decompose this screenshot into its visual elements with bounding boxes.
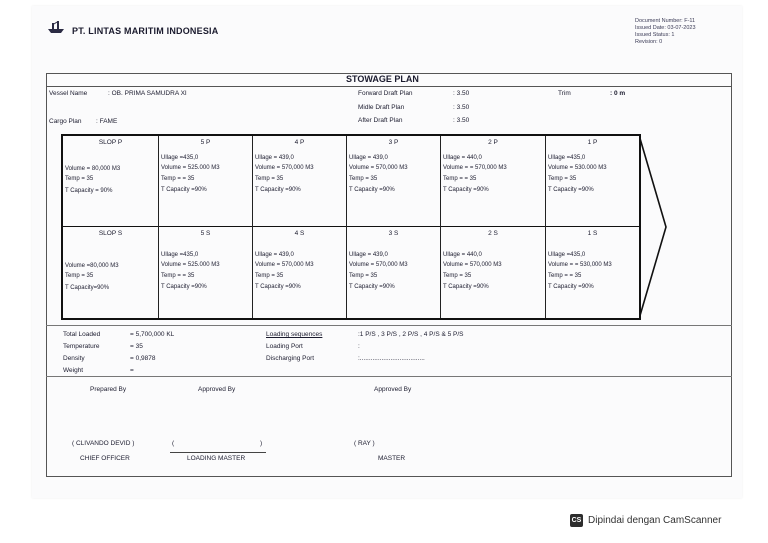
grid-bottom-divider	[46, 325, 732, 326]
doc-number: Document Number: F-11	[635, 18, 696, 24]
chief-officer-role: CHIEF OFFICER	[80, 455, 130, 462]
tank-detail-line: T Capacity =90%	[548, 187, 594, 193]
master-name: ( RAY )	[354, 440, 375, 447]
tank-detail-line: T Capacity =90%	[349, 284, 395, 290]
tank-detail-line: Ullage = 440,0	[443, 252, 482, 258]
tank-detail-line: T Capacity =90%	[349, 187, 395, 193]
tank-name: 4 P	[294, 139, 305, 146]
tank-name: 2 P	[488, 139, 498, 146]
page-title: STOWAGE PLAN	[346, 74, 419, 84]
approved-by-label-2: Approved By	[374, 386, 412, 393]
discharging-port-value: :....................................	[358, 355, 425, 362]
loading-port-value: :	[358, 343, 360, 350]
tank-name: 4 S	[294, 230, 305, 237]
tank-detail-line: Volume = = 570,000 M3	[443, 165, 507, 171]
port-tank-cell	[347, 136, 441, 227]
tank-detail-line: T Capacity =90%	[548, 284, 594, 290]
tank-detail-line: Temp = = 35	[548, 273, 582, 279]
tank-detail-line: T Capacity =90%	[255, 187, 301, 193]
tank-detail-line: Volume = 570,000 M3	[443, 262, 502, 268]
tank-detail-line: Ullage = 439,0	[255, 155, 294, 161]
tank-detail-line: Volume = 570,000 M3	[255, 262, 314, 268]
tank-detail-line: Temp = 35	[255, 273, 284, 279]
loading-master-signature-line	[170, 452, 266, 453]
forward-draft-value: : 3.50	[453, 90, 470, 97]
starboard-tank-cell	[441, 227, 546, 318]
weight-label: Weight	[63, 367, 84, 374]
tank-name: 5 S	[200, 230, 211, 237]
camscanner-text: Dipindai dengan CamScanner	[588, 515, 722, 526]
tank-detail-line: Temp = = 35	[161, 273, 195, 279]
port-tank-cell	[63, 136, 159, 227]
tank-name: 3 S	[388, 230, 399, 237]
tank-detail-line: T Capacity=90%	[65, 285, 110, 291]
loading-master-name-open: (	[172, 440, 175, 447]
starboard-tank-row	[63, 227, 639, 318]
port-tank-cell	[253, 136, 347, 227]
tank-name: 1 S	[587, 230, 598, 237]
starboard-tank-cell	[347, 227, 441, 318]
loading-master-role: LOADING MASTER	[187, 455, 246, 462]
chief-officer-name: ( CLIVANDO DEVID )	[72, 440, 135, 447]
temperature-label: Temperature	[63, 343, 100, 350]
tank-detail-line: Volume = 570,000 M3	[255, 165, 314, 171]
doc-issued-date: Issued Date: 03-07-2023	[635, 25, 696, 31]
tank-name: 3 P	[388, 139, 399, 146]
port-tank-cell	[546, 136, 639, 227]
tank-detail-line: Temp = 35	[65, 273, 94, 279]
tank-detail-line: Volume = 525.000 M3	[161, 262, 220, 268]
tank-detail-line: T Capacity =90%	[443, 187, 489, 193]
tank-detail-line: Volume =80,000 M3	[65, 263, 119, 269]
loading-sequences-value: :1 P/S , 3 P/S , 2 P/S , 4 P/S & 5 P/S	[358, 331, 464, 338]
tank-detail-line: Temp = = 35	[161, 176, 195, 182]
midle-draft-label: Midle Draft Plan	[358, 104, 405, 111]
tank-name: 1 P	[587, 139, 598, 146]
density-value: = 0,9878	[130, 355, 156, 362]
tank-detail-line: Volume = 80,000 M3	[65, 166, 121, 172]
tank-detail-line: Volume = 570,000 M3	[349, 262, 408, 268]
approved-by-label-1: Approved By	[198, 386, 236, 393]
title-divider	[46, 86, 732, 87]
density-label: Density	[63, 355, 85, 362]
tank-detail-line: Volume = = 530,000 M3	[548, 262, 612, 268]
tank-detail-line: Temp = 35	[349, 176, 378, 182]
document-info	[635, 18, 696, 46]
loading-master-name-close: )	[260, 440, 263, 447]
ship-logo-icon	[46, 20, 66, 34]
vessel-label: Vessel Name	[49, 90, 88, 97]
tank-detail-line: Ullage =435,0	[548, 252, 586, 258]
company-name: PT. LINTAS MARITIM INDONESIA	[72, 26, 219, 36]
weight-value: =	[130, 367, 134, 374]
starboard-tank-cell	[546, 227, 639, 318]
prepared-by-label: Prepared By	[90, 386, 127, 393]
summary-bottom-divider	[46, 376, 732, 377]
forward-draft-label: Forward Draft Plan	[358, 90, 413, 97]
starboard-tank-cell	[159, 227, 253, 318]
document-sheet	[32, 6, 742, 498]
discharging-port-label: Discharging Port	[266, 355, 315, 362]
tank-detail-line: Temp = 35	[443, 273, 472, 279]
bow-arrow-icon	[639, 134, 667, 320]
loading-port-label: Loading Port	[266, 343, 303, 350]
after-draft-label: After Draft Plan	[358, 117, 403, 124]
tank-detail-line: T Capacity =90%	[161, 187, 207, 193]
camscanner-logo-icon: CS	[570, 514, 583, 527]
tank-detail-line: Volume = 530.000 M3	[548, 165, 607, 171]
starboard-tank-cell	[253, 227, 347, 318]
trim-value: : 0 m	[610, 90, 626, 97]
tank-name: SLOP S	[98, 230, 123, 237]
trim-label: Trim	[558, 90, 571, 97]
tank-name: 5 P	[200, 139, 211, 146]
tank-detail-line: Ullage = 440,0	[443, 155, 482, 161]
tank-detail-line: Temp = 35	[349, 273, 378, 279]
tank-detail-line: Ullage =435,0	[548, 155, 586, 161]
port-tank-row	[63, 136, 639, 227]
vessel-value: : OB. PRIMA SAMUDRA XI	[108, 90, 187, 97]
after-draft-value: : 3.50	[453, 117, 470, 124]
tank-detail-line: Ullage = 439,0	[349, 252, 388, 258]
total-loaded-label: Total Loaded	[63, 331, 101, 338]
midle-draft-value: : 3.50	[453, 104, 470, 111]
tank-detail-line: Temp = 35	[255, 176, 284, 182]
port-tank-cell	[159, 136, 253, 227]
tank-detail-line: Temp = 35	[548, 176, 577, 182]
tank-detail-line: Ullage = 439,0	[255, 252, 294, 258]
total-loaded-value: = 5,700,000 KL	[130, 331, 175, 338]
loading-sequences-label: Loading sequences	[266, 331, 323, 338]
tank-detail-line: Temp = 35	[65, 176, 94, 182]
cargo-label: Cargo Plan	[49, 118, 82, 125]
master-role: MASTER	[378, 455, 406, 462]
tank-detail-line: Ullage =435,0	[161, 252, 199, 258]
port-tank-cell	[441, 136, 546, 227]
tank-detail-line: Volume = 525.000 M3	[161, 165, 220, 171]
starboard-tank-cell	[63, 227, 159, 318]
temperature-value: = 35	[130, 343, 143, 350]
tank-detail-line: T Capacity =90%	[255, 284, 301, 290]
tank-detail-line: T Capacity =90%	[443, 284, 489, 290]
doc-issued-status: Issued Status: 1	[635, 32, 675, 38]
camscanner-watermark	[570, 514, 721, 527]
tank-grid	[61, 134, 641, 320]
tank-detail-line: Ullage =435,0	[161, 155, 199, 161]
tank-detail-line: T Capacity =90%	[161, 284, 207, 290]
tank-detail-line: Volume = 570,000 M3	[349, 165, 408, 171]
tank-name: SLOP P	[98, 139, 123, 146]
tank-detail-line: T Capacity = 90%	[65, 188, 113, 194]
tank-detail-line: Temp = = 35	[443, 176, 477, 182]
cargo-value: : FAME	[96, 118, 118, 125]
tank-name: 2 S	[488, 230, 498, 237]
tank-detail-line: Ullage = 439,0	[349, 155, 388, 161]
doc-revision: Revision: 0	[635, 39, 663, 45]
